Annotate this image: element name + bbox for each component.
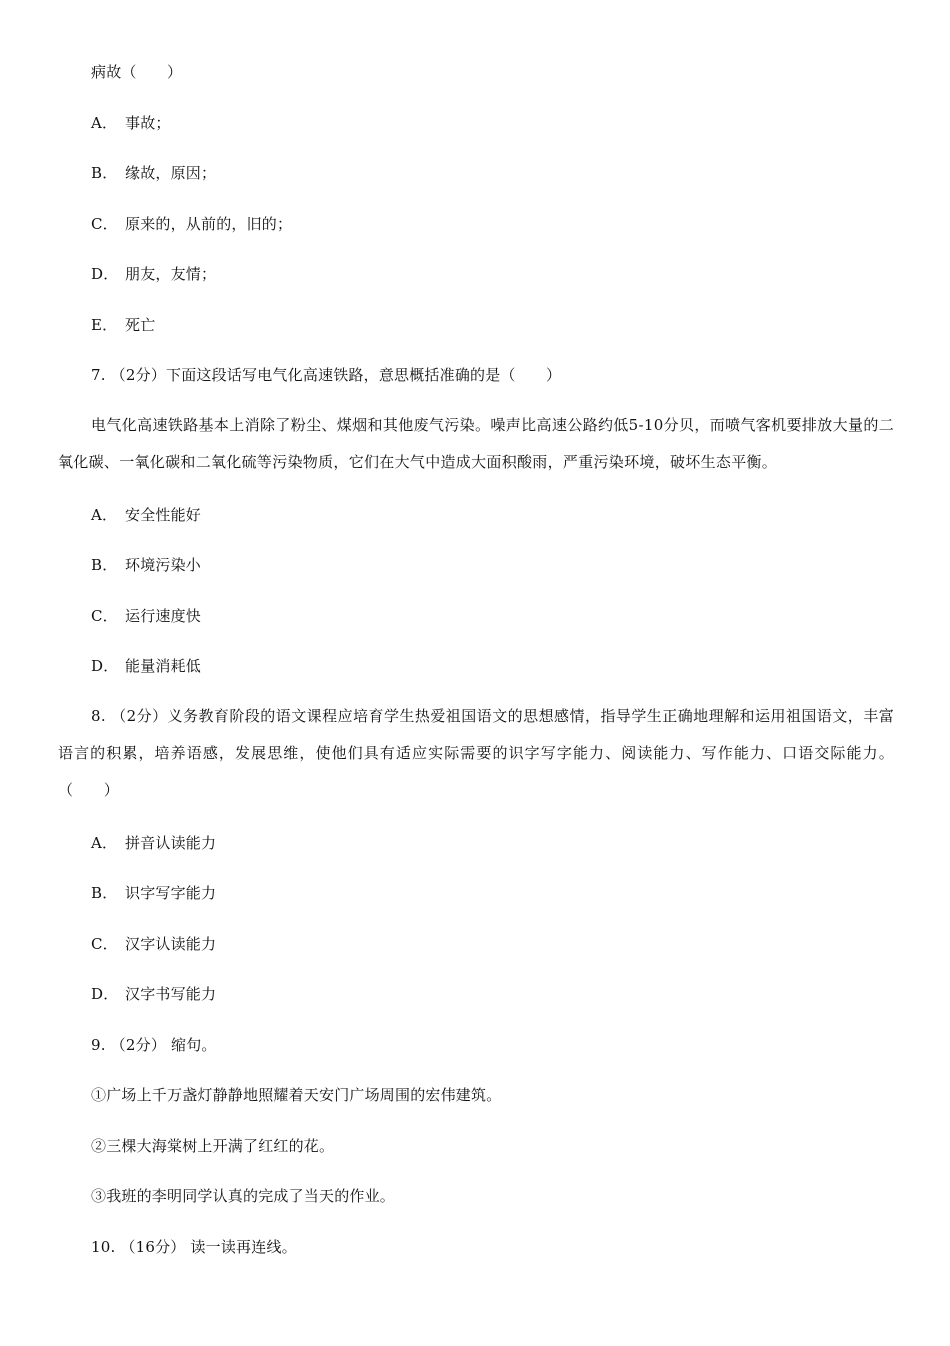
q8-option-d <box>91 983 216 1005</box>
option-text: 朋友，友情； <box>125 265 217 283</box>
option-letter: C． <box>91 607 118 625</box>
option-text: 原来的，从前的，旧的； <box>125 215 293 233</box>
option-letter: C． <box>91 935 118 953</box>
q6-option-a <box>91 112 171 134</box>
option-text: 事故； <box>125 114 171 132</box>
option-text: 汉字书写能力 <box>125 985 217 1003</box>
q9-item-3: ③我班的李明同学认真的完成了当天的作业。 <box>91 1187 396 1205</box>
q6-option-d <box>91 263 216 285</box>
option-text: 能量消耗低 <box>125 657 202 675</box>
q8-option-b <box>91 882 216 904</box>
q6-option-e <box>91 314 155 336</box>
option-text: 死亡 <box>125 316 156 334</box>
option-text: 安全性能好 <box>125 506 202 524</box>
q10-stem: 10. （16分） 读一读再连线。 <box>91 1238 297 1256</box>
option-text: 缘故，原因； <box>125 164 217 182</box>
q8-option-c <box>91 933 216 955</box>
q9-item-2: ②三棵大海棠树上开满了红红的花。 <box>91 1137 335 1155</box>
option-letter: A． <box>91 506 118 524</box>
q7-option-c <box>91 605 201 627</box>
q9-stem: 9. （2分） 缩句。 <box>91 1036 217 1054</box>
q6-option-b <box>91 162 216 184</box>
option-letter: C． <box>91 215 118 233</box>
option-letter: A． <box>91 114 118 132</box>
option-letter: E． <box>91 316 118 334</box>
option-letter: B． <box>91 556 118 574</box>
q7-passage: 电气化高速铁路基本上消除了粉尘、煤烟和其他废气污染。噪声比高速公路约低5-10分贝，而喷气客机要排放大量的二氧化碳、一氧化碳和二氧化硫等污染物质，它们在大气中造成大面积酸雨，严重污染环境，破坏生态平衡。 <box>58 416 894 471</box>
q7-option-a <box>91 504 201 526</box>
q7-option-b <box>91 554 201 576</box>
option-letter: B． <box>91 164 118 182</box>
q8-stem: 8. （2分）义务教育阶段的语文课程应培育学生热爱祖国语文的思想感情，指导学生正确地理解和运用祖国语文，丰富语言的积累，培养语感，发展思维，使他们具有适应实际需要的识字写字能力、阅读能力、写作能力、口语交际能力。（ ） <box>58 707 894 799</box>
option-letter: D． <box>91 265 119 283</box>
option-letter: D． <box>91 985 119 1003</box>
option-letter: A． <box>91 834 118 852</box>
option-text: 汉字认读能力 <box>125 935 217 953</box>
q8-option-a <box>91 832 216 854</box>
q6-word: 病故（ ） <box>91 63 183 81</box>
option-text: 识字写字能力 <box>125 884 217 902</box>
q7-stem: 7. （2分）下面这段话写电气化高速铁路，意思概括准确的是（ ） <box>91 366 562 384</box>
q6-option-c <box>91 213 292 235</box>
q9-item-1: ①广场上千万盏灯静静地照耀着天安门广场周围的宏伟建筑。 <box>91 1086 502 1104</box>
option-text: 运行速度快 <box>125 607 202 625</box>
option-letter: B． <box>91 884 118 902</box>
option-text: 环境污染小 <box>125 556 202 574</box>
q7-option-d <box>91 655 201 677</box>
option-letter: D． <box>91 657 119 675</box>
option-text: 拼音认读能力 <box>125 834 217 852</box>
